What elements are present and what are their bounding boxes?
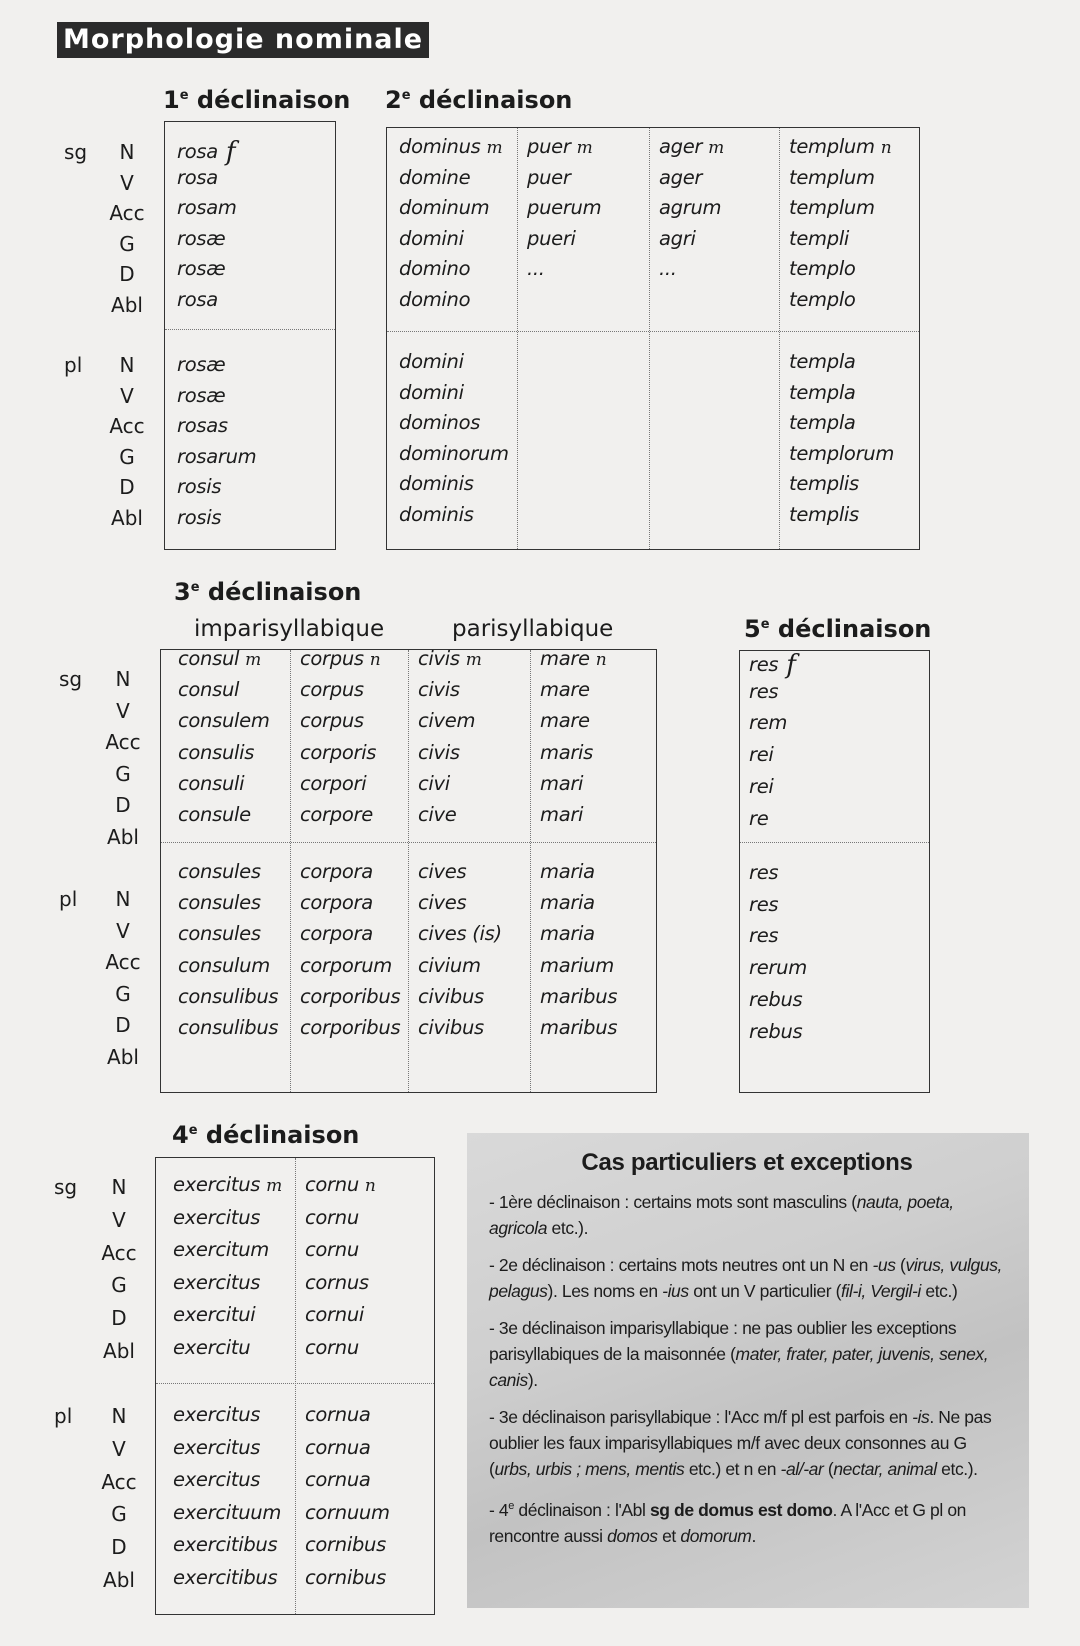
gender-mark: n	[364, 1176, 376, 1196]
decl5-form-sg: res f	[749, 650, 796, 680]
decl5-form-pl: rerum	[749, 956, 807, 980]
decl4-form-pl: cornua	[305, 1468, 371, 1491]
decl2-form-pl: dominorum	[399, 441, 509, 465]
decl3-imparisyllabique-label: imparisyllabique	[194, 616, 385, 642]
decl4-col-divider	[295, 1158, 296, 1614]
decl4-heading: 4e déclinaison	[172, 1121, 360, 1149]
decl3-form-pl: consules	[178, 891, 261, 915]
decl2-form-pl: templorum	[789, 441, 895, 465]
case-label: N	[115, 887, 131, 911]
decl3-form-pl: maria	[540, 922, 595, 946]
gender-mark: n	[595, 650, 607, 670]
decl2-form-pl: dominis	[399, 503, 474, 526]
decl4-form-pl: exercituum	[173, 1500, 282, 1524]
decl1-form-pl: rosæ	[177, 383, 226, 407]
decl2-form-sg: domino	[399, 288, 471, 311]
decl3-form-pl: corporum	[300, 953, 392, 977]
case-label: Acc	[109, 414, 145, 439]
number-label-sg: sg	[54, 1175, 78, 1199]
exceptions-box	[467, 1133, 1029, 1608]
decl2-form-pl: templa	[789, 411, 856, 435]
decl3-form-sg: civis	[418, 678, 460, 702]
decl2-form-sg: templum n	[789, 135, 892, 158]
decl3-form-sg: civi	[418, 771, 450, 795]
decl4-form-pl: cornibus	[305, 1565, 386, 1589]
decl1-form-pl: rosis	[177, 475, 222, 499]
decl5-form-pl: res	[749, 892, 779, 916]
decl3-form-sg: corporis	[300, 740, 377, 764]
decl3-form-pl: corpora	[300, 860, 373, 883]
decl3-table	[160, 649, 657, 1093]
case-label: V	[116, 918, 130, 943]
decl4-form-sg: exercitus m	[173, 1173, 282, 1196]
case-label: D	[115, 1013, 131, 1038]
decl4-form-pl: exercitus	[173, 1468, 261, 1491]
case-label: Abl	[103, 1568, 135, 1592]
case-label: G	[111, 1273, 127, 1298]
decl3-col-divider	[408, 650, 409, 1092]
case-label: V	[112, 1207, 126, 1232]
note-decl3-impari: - 3e déclinaison imparisyllabique : ne pas oublier les exceptions parisyllabiques de la maisonnée (mater, frater, pater, juvenis, senex, canis).	[489, 1318, 989, 1390]
decl2-col-divider	[649, 128, 650, 549]
decl4-form-pl: cornibus	[305, 1533, 386, 1556]
case-label: Abl	[103, 1339, 135, 1363]
case-label: D	[119, 262, 135, 287]
decl3-form-pl: cives	[418, 891, 467, 915]
decl4-form-sg: exercitui	[173, 1303, 256, 1326]
decl4-form-pl: exercitibus	[173, 1565, 278, 1589]
decl1-form-pl: rosas	[177, 414, 228, 438]
decl2-form-sg: puer	[527, 165, 571, 189]
case-label: D	[119, 475, 135, 500]
decl3-form-sg: consul m	[178, 647, 261, 670]
decl3-form-sg: mari	[540, 803, 584, 826]
decl5-form-sg: rei	[749, 743, 774, 767]
exceptions-title: Cas particuliers et exceptions	[581, 1149, 913, 1176]
decl2-form-sg: puer m	[527, 135, 593, 158]
gender-mark: m	[576, 138, 593, 158]
gender-mark: f	[225, 137, 236, 167]
decl2-col-divider	[779, 128, 780, 549]
decl3-form-sg: consul	[178, 678, 240, 702]
case-label: Abl	[107, 1045, 139, 1069]
decl4-form-pl: exercitus	[173, 1435, 261, 1459]
decl1-form-pl: rosæ	[177, 353, 226, 376]
case-label: N	[115, 667, 131, 691]
case-label: G	[119, 231, 135, 256]
case-label: V	[120, 383, 134, 408]
note-decl1: - 1ère déclinaison : certains mots sont masculins (nauta, poeta, agricola etc.).	[489, 1192, 954, 1238]
decl1-form-sg: rosæ	[177, 257, 226, 281]
decl3-form-sg: corpori	[300, 771, 367, 795]
decl3-form-sg: civem	[418, 709, 476, 733]
case-label: Abl	[111, 293, 143, 317]
decl2-form-sg: templum	[789, 196, 875, 220]
case-label: G	[115, 761, 131, 786]
decl4-form-pl: cornuum	[305, 1500, 390, 1524]
decl4-form-pl: cornua	[305, 1435, 371, 1459]
case-label: N	[111, 1404, 127, 1428]
case-label: V	[120, 170, 134, 195]
number-label-sg: sg	[59, 667, 83, 691]
gender-mark: n	[369, 650, 381, 670]
decl1-form-pl: rosis	[177, 506, 222, 529]
decl5-form-sg: rei	[749, 774, 774, 798]
decl1-form-sg: rosa f	[177, 137, 236, 167]
decl3-form-sg: corpus	[300, 709, 364, 733]
decl3-form-sg: mari	[540, 771, 584, 795]
decl3-form-sg: civis m	[418, 647, 482, 670]
decl4-form-pl: exercitus	[173, 1403, 261, 1426]
decl3-form-pl: civium	[418, 953, 481, 977]
case-label: D	[111, 1306, 127, 1331]
decl3-form-pl: corpora	[300, 922, 373, 946]
case-label: N	[119, 140, 135, 164]
decl3-form-pl: maria	[540, 860, 595, 883]
decl1-form-pl: rosarum	[177, 444, 257, 468]
decl3-number-divider	[161, 842, 656, 843]
decl2-form-pl: domini	[399, 380, 464, 404]
decl2-form-sg: puerum	[527, 196, 602, 220]
decl3-form-pl: maria	[540, 891, 595, 915]
decl4-form-pl: exercitibus	[173, 1533, 278, 1556]
case-label: N	[119, 353, 135, 377]
decl3-form-sg: corpore	[300, 803, 373, 826]
decl2-form-sg: pueri	[527, 226, 576, 250]
decl3-form-sg: corpus	[300, 678, 364, 702]
decl3-form-sg: consuli	[178, 771, 245, 795]
decl2-form-sg: ...	[527, 257, 545, 281]
decl4-form-sg: exercitu	[173, 1335, 251, 1359]
decl5-form-pl: res	[749, 861, 779, 884]
decl1-number-divider	[165, 329, 335, 330]
decl4-form-sg: exercitus	[173, 1270, 261, 1294]
case-label: Abl	[107, 825, 139, 849]
decl2-form-pl: templis	[789, 472, 859, 496]
decl2-form-sg: templo	[789, 288, 856, 311]
decl2-form-sg: ager	[659, 165, 703, 189]
gender-mark: m	[245, 650, 261, 670]
decl4-form-sg: exercitum	[173, 1238, 269, 1261]
decl3-form-sg: consulem	[178, 709, 270, 733]
case-label: D	[115, 793, 131, 818]
gender-mark: f	[786, 650, 796, 680]
decl3-form-pl: consulibus	[178, 1016, 279, 1039]
decl2-form-pl: dominis	[399, 472, 474, 496]
decl1-heading: 1e déclinaison	[163, 86, 351, 114]
decl3-form-sg: mare	[540, 709, 590, 733]
decl2-form-sg: templo	[789, 257, 856, 281]
case-label: G	[115, 981, 131, 1006]
gender-mark: m	[708, 138, 724, 158]
decl3-form-sg: consulis	[178, 740, 255, 764]
case-label: V	[112, 1436, 126, 1461]
decl4-form-sg: cornui	[305, 1303, 365, 1326]
decl3-col-divider	[290, 650, 291, 1092]
decl5-form-pl: rebus	[749, 1019, 803, 1043]
decl2-form-sg: ager m	[659, 135, 724, 158]
page-title: Morphologie nominale	[57, 22, 429, 58]
case-label: Acc	[109, 201, 145, 226]
case-label: V	[116, 698, 130, 723]
decl3-form-sg: civis	[418, 740, 460, 764]
decl2-col-divider	[517, 128, 518, 549]
decl2-form-sg: dominum	[399, 196, 490, 220]
decl2-form-sg: agrum	[659, 196, 722, 220]
decl5-form-pl: rebus	[749, 987, 803, 1011]
decl3-parisyllabique-label: parisyllabique	[452, 616, 614, 642]
case-label: Acc	[101, 1469, 137, 1494]
decl3-form-pl: consulum	[178, 953, 270, 977]
decl4-form-sg: exercitus	[173, 1205, 261, 1229]
decl2-form-pl: domini	[399, 350, 464, 373]
decl4-form-sg: cornu n	[305, 1173, 376, 1196]
decl3-form-pl: corporibus	[300, 984, 401, 1008]
decl5-form-sg: re	[749, 806, 769, 830]
case-label: N	[111, 1175, 127, 1199]
decl5-heading: 5e déclinaison	[744, 615, 932, 643]
decl5-form-sg: rem	[749, 711, 788, 735]
decl2-form-sg: ...	[659, 257, 677, 281]
case-label: Abl	[111, 506, 143, 530]
case-label: Acc	[101, 1240, 137, 1265]
decl2-form-sg: domini	[399, 226, 464, 250]
decl3-form-pl: corporibus	[300, 1016, 401, 1039]
decl2-form-sg: dominus m	[399, 135, 503, 158]
note-decl2: - 2e déclinaison : certains mots neutres ont un N en -us (virus, vulgus, pelagus). Les noms en -ius ont un V particulier (fil-i, Vergil-i etc.)	[489, 1255, 1003, 1301]
decl3-form-pl: consules	[178, 922, 261, 946]
decl2-form-sg: templi	[789, 226, 850, 250]
decl4-form-pl: cornua	[305, 1403, 371, 1426]
gender-mark: n	[880, 138, 892, 158]
decl5-form-sg: res	[749, 679, 779, 703]
decl2-form-sg: agri	[659, 226, 696, 250]
decl3-form-sg: corpus n	[300, 647, 381, 670]
decl4-form-sg: cornu	[305, 1335, 359, 1359]
decl3-form-pl: corpora	[300, 891, 373, 915]
decl1-form-sg: rosæ	[177, 226, 226, 250]
decl2-number-divider	[387, 331, 919, 332]
case-label: Acc	[105, 950, 141, 975]
decl5-table	[739, 650, 930, 1093]
case-label: D	[111, 1535, 127, 1560]
number-label-pl: pl	[59, 887, 78, 911]
decl2-table	[386, 127, 920, 550]
decl3-form-pl: consulibus	[178, 984, 279, 1008]
case-label: G	[111, 1502, 127, 1527]
decl3-form-sg: consule	[178, 803, 251, 826]
decl4-form-sg: cornu	[305, 1205, 359, 1229]
decl4-form-sg: cornus	[305, 1270, 369, 1294]
decl2-heading: 2e déclinaison	[385, 86, 573, 114]
decl2-form-pl: dominos	[399, 411, 481, 435]
decl3-heading: 3e déclinaison	[174, 578, 362, 606]
decl5-number-divider	[740, 842, 929, 843]
gender-mark: m	[486, 138, 503, 158]
decl3-form-pl: civibus	[418, 1016, 484, 1039]
number-label-pl: pl	[64, 353, 83, 377]
decl4-number-divider	[156, 1383, 434, 1384]
decl2-form-pl: templa	[789, 380, 856, 404]
decl1-form-sg: rosa	[177, 165, 218, 189]
decl3-form-sg: cive	[418, 803, 457, 826]
decl3-form-pl: cives (is)	[418, 922, 502, 946]
decl1-form-sg: rosa	[177, 288, 218, 311]
decl3-form-sg: maris	[540, 740, 594, 764]
decl3-form-pl: consules	[178, 860, 261, 883]
decl3-form-pl: marium	[540, 953, 614, 977]
decl3-form-pl: maribus	[540, 1016, 618, 1039]
decl4-form-sg: cornu	[305, 1238, 359, 1261]
gender-mark: m	[465, 650, 482, 670]
decl2-form-sg: domino	[399, 257, 471, 281]
decl4-table	[155, 1157, 435, 1615]
decl5-form-pl: res	[749, 924, 779, 948]
decl2-form-sg: domine	[399, 165, 471, 189]
gender-mark: m	[266, 1176, 282, 1196]
case-label: G	[119, 444, 135, 469]
note-decl4: - 4e déclinaison : l'Abl sg de domus est domo. A l'Acc et G pl on rencontre aussi domos et domorum.	[489, 1499, 967, 1546]
decl3-col-divider	[530, 650, 531, 1092]
decl3-form-pl: civibus	[418, 984, 484, 1008]
decl1-form-sg: rosam	[177, 196, 237, 220]
decl2-form-sg: templum	[789, 165, 875, 189]
decl3-form-sg: mare	[540, 678, 590, 702]
number-label-sg: sg	[64, 140, 88, 164]
decl3-form-pl: cives	[418, 860, 467, 883]
case-label: Acc	[105, 730, 141, 755]
decl2-form-pl: templa	[789, 350, 856, 373]
decl3-form-sg: mare n	[540, 647, 607, 670]
decl2-form-pl: templis	[789, 503, 859, 526]
number-label-pl: pl	[54, 1404, 73, 1428]
note-decl3-pari: - 3e déclinaison parisyllabique : l'Acc m/f pl est parfois en -is. Ne pas oublier les faux imparisyllabiques m/f avec deux consonnes au G (urbs, urbis ; mens, mentis etc.) et n en -al/-ar (nectar, animal etc.).	[489, 1407, 992, 1479]
decl3-form-pl: maribus	[540, 984, 618, 1008]
decl1-table	[164, 121, 336, 550]
